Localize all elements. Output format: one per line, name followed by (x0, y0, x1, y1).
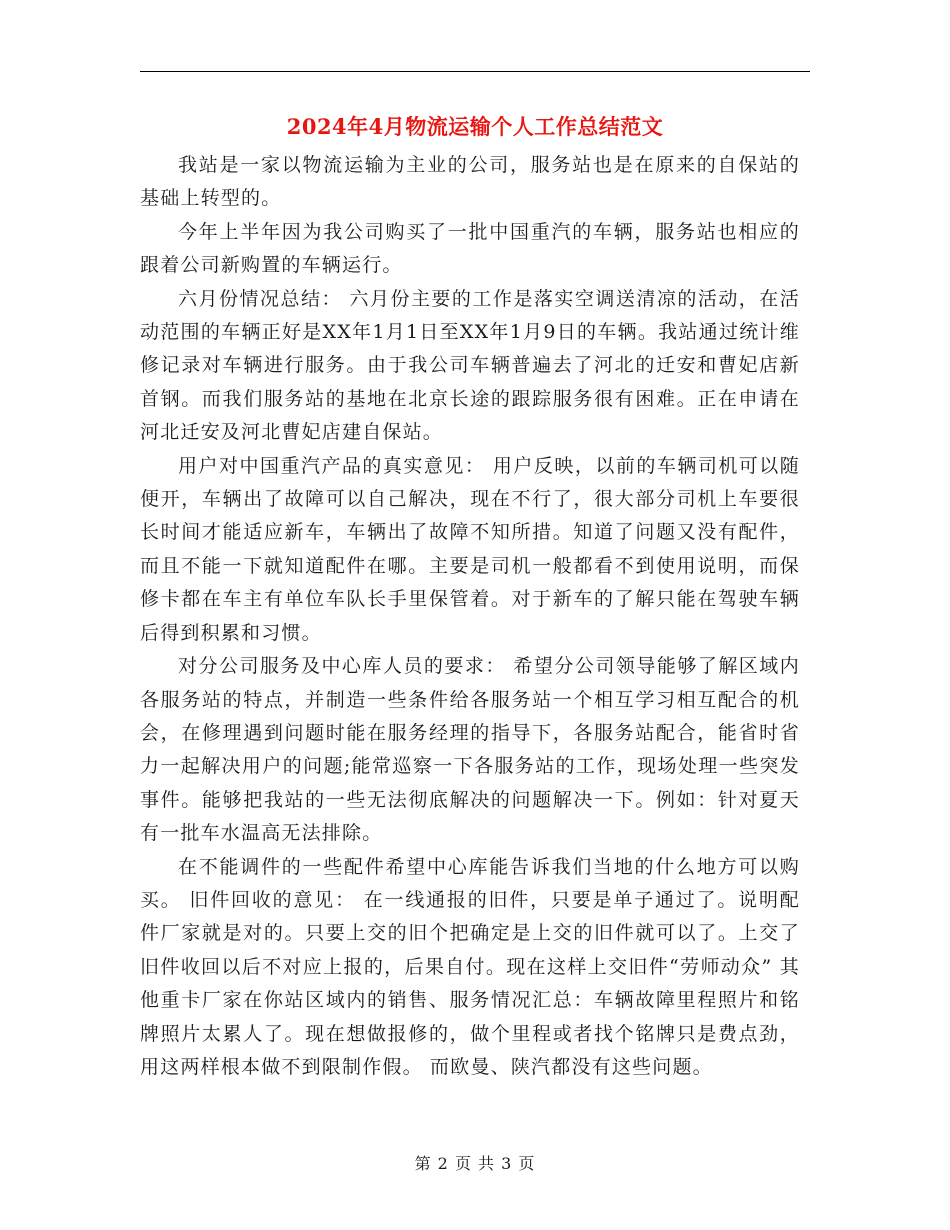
paragraph-user-feedback: 用户对中国重汽产品的真实意见： 用户反映，以前的车辆司机可以随便开，车辆出了故障可以自己解决，现在不行了，很大部分司机上车要很长时间才能适应新车，车辆出了故障不知所措。知道了问题又没有配件，而且不能一下就知道配件在哪。主要是司机一般都看不到使用说明，而保修卡都在车主有单位车队长手里保管着。对于新车的了解只能在驾驶车辆后得到积累和习惯。 (140, 454, 800, 644)
header-rule (140, 71, 810, 72)
document-title: 2024年4月物流运输个人工作总结范文 (286, 114, 664, 139)
paragraph-june-summary: 六月份情况总结： 六月份主要的工作是落实空调送清凉的活动，在活动范围的车辆正好是XX年1月1日至XX年1月9日的车辆。我站通过统计维修记录对车辆进行服务。由于我公司车辆普遍去了河北的迁安和曹妃店新首钢。而我们服务站的基地在北京长途的跟踪服务很有困难。正在申请在河北迁安及河北曹妃店建自保站。 (140, 287, 800, 444)
paragraph-parts: 在不能调件的一些配件希望中心库能告诉我们当地的什么地方可以购买。 旧件回收的意见： 在一线通报的旧件，只要是单子通过了。说明配件厂家就是对的。只要上交的旧个把确定是上交的旧件就可以了。上交了旧件收回以后不对应上报的，后果自付。现在这样上交旧件“劳师动众” 其他重卡厂家在你站区域内的销售、服务情况汇总：车辆故障里程照片和铭牌照片太累人了。现在想做报修的，做个里程或者找个铭牌只是费点劲，用这两样根本做不到限制作假。 而欧曼、陕汽都没有这些问题。 (140, 855, 800, 1078)
document-body (140, 149, 800, 1084)
paragraph-intro: 我站是一家以物流运输为主业的公司，服务站也是在原来的自保站的基础上转型的。 (140, 154, 800, 210)
paragraph-vehicles: 今年上半年因为我公司购买了一批中国重汽的车辆，服务站也相应的跟着公司新购置的车辆运行。 (140, 220, 800, 277)
paragraph-requirements: 对分公司服务及中心库人员的要求： 希望分公司领导能够了解区域内各服务站的特点，并制造一些条件给各服务站一个相互学习相互配合的机会，在修理遇到问题时能在服务经理的指导下，各服务站配合，能省时省力一起解决用户的问题;能常巡察一下各服务站的工作，现场处理一些突发事件。能够把我站的一些无法彻底解决的问题解决一下。例如：针对夏天有一批车水温高无法排除。 (140, 655, 800, 845)
page-number: 第 2 页 共 3 页 (414, 1154, 536, 1173)
